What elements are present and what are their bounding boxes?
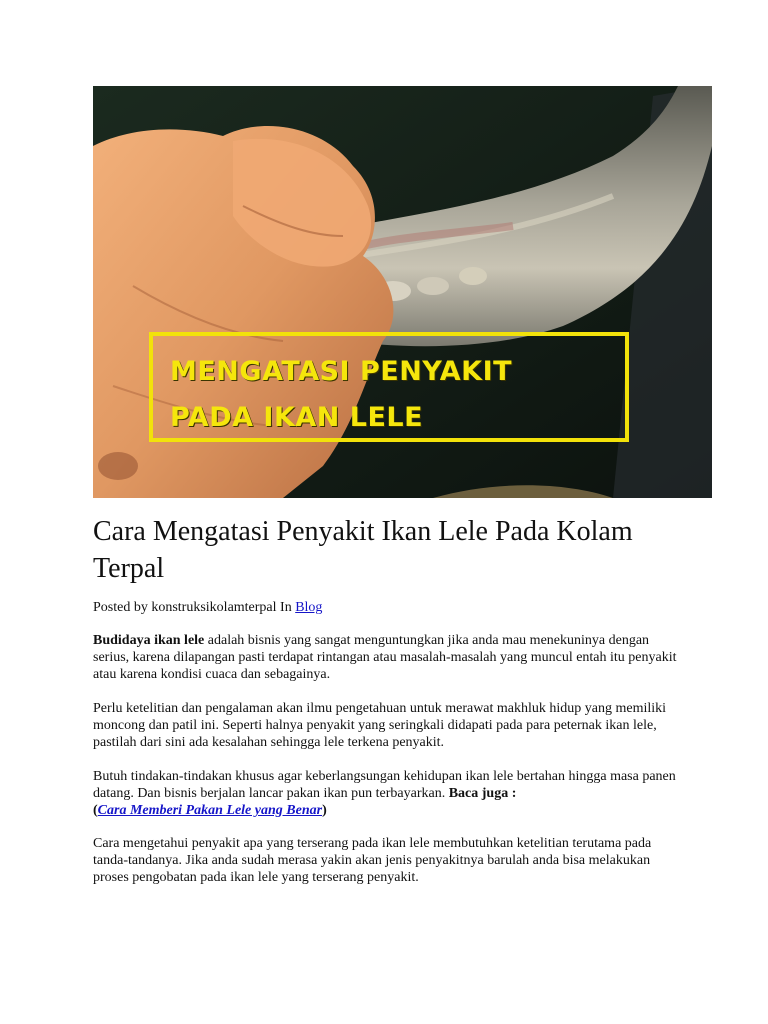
banner-line-1: MENGATASI PENYAKIT <box>170 356 513 387</box>
posted-by-text: Posted by konstruksikolamterpal In <box>93 600 296 615</box>
paragraph-1-text: adalah bisnis yang sangat menguntungkan jika anda mau menekuninya dengan serius, karena dilapangan pasti terdapat rintangan atau masalah-masalah yang muncul entah itu penyakit atau karena kondisi cuaca dan sebagainya. <box>93 633 677 682</box>
paragraph-2: Perlu ketelitian dan pengalaman akan ilmu pengetahuan untuk merawat makhluk hidup yang memiliki moncong dan patil ini. Seperti halnya penyakit yang seringkali didapati pada para peternak ikan lele, pastilah dari sini ada kesalahan sehingga lele terkena penyakit. <box>93 701 667 750</box>
article-hero-image <box>93 86 712 498</box>
read-also-paren-close: ) <box>322 803 327 818</box>
paragraph-3-text: Butuh tindakan-tindakan khusus agar keberlangsungan kehidupan ikan lele bertahan hingga masa panen datang. Dan bisnis berjalan lancar pakan ikan pun terbayarkan. <box>93 769 676 801</box>
post-meta <box>93 599 322 617</box>
paragraph-1-bold-lead: Budidaya ikan lele <box>93 633 205 648</box>
paragraph-4: Cara mengetahui penyakit apa yang terserang pada ikan lele membutuhkan ketelitian terutama pada tanda-tandanya. Jika anda sudah merasa yakin akan jenis penyakitnya barulah anda bisa melakukan proses pengobatan pada ikan lele yang terserang penyakit. <box>93 836 652 885</box>
read-also-paren-open: ( <box>93 803 98 818</box>
paragraph-1 <box>93 632 683 683</box>
banner-line-2: PADA IKAN LELE <box>170 402 424 433</box>
paragraph-3 <box>93 768 683 819</box>
banner-caption <box>170 349 640 441</box>
article-title: Cara Mengatasi Penyakit Ikan Lele Pada Kolam Terpal <box>93 516 633 584</box>
read-also-link[interactable]: Cara Memberi Pakan Lele yang Benar <box>97 803 323 818</box>
read-also-label: Baca juga : <box>448 786 517 801</box>
category-link-blog[interactable]: Blog <box>295 600 323 615</box>
